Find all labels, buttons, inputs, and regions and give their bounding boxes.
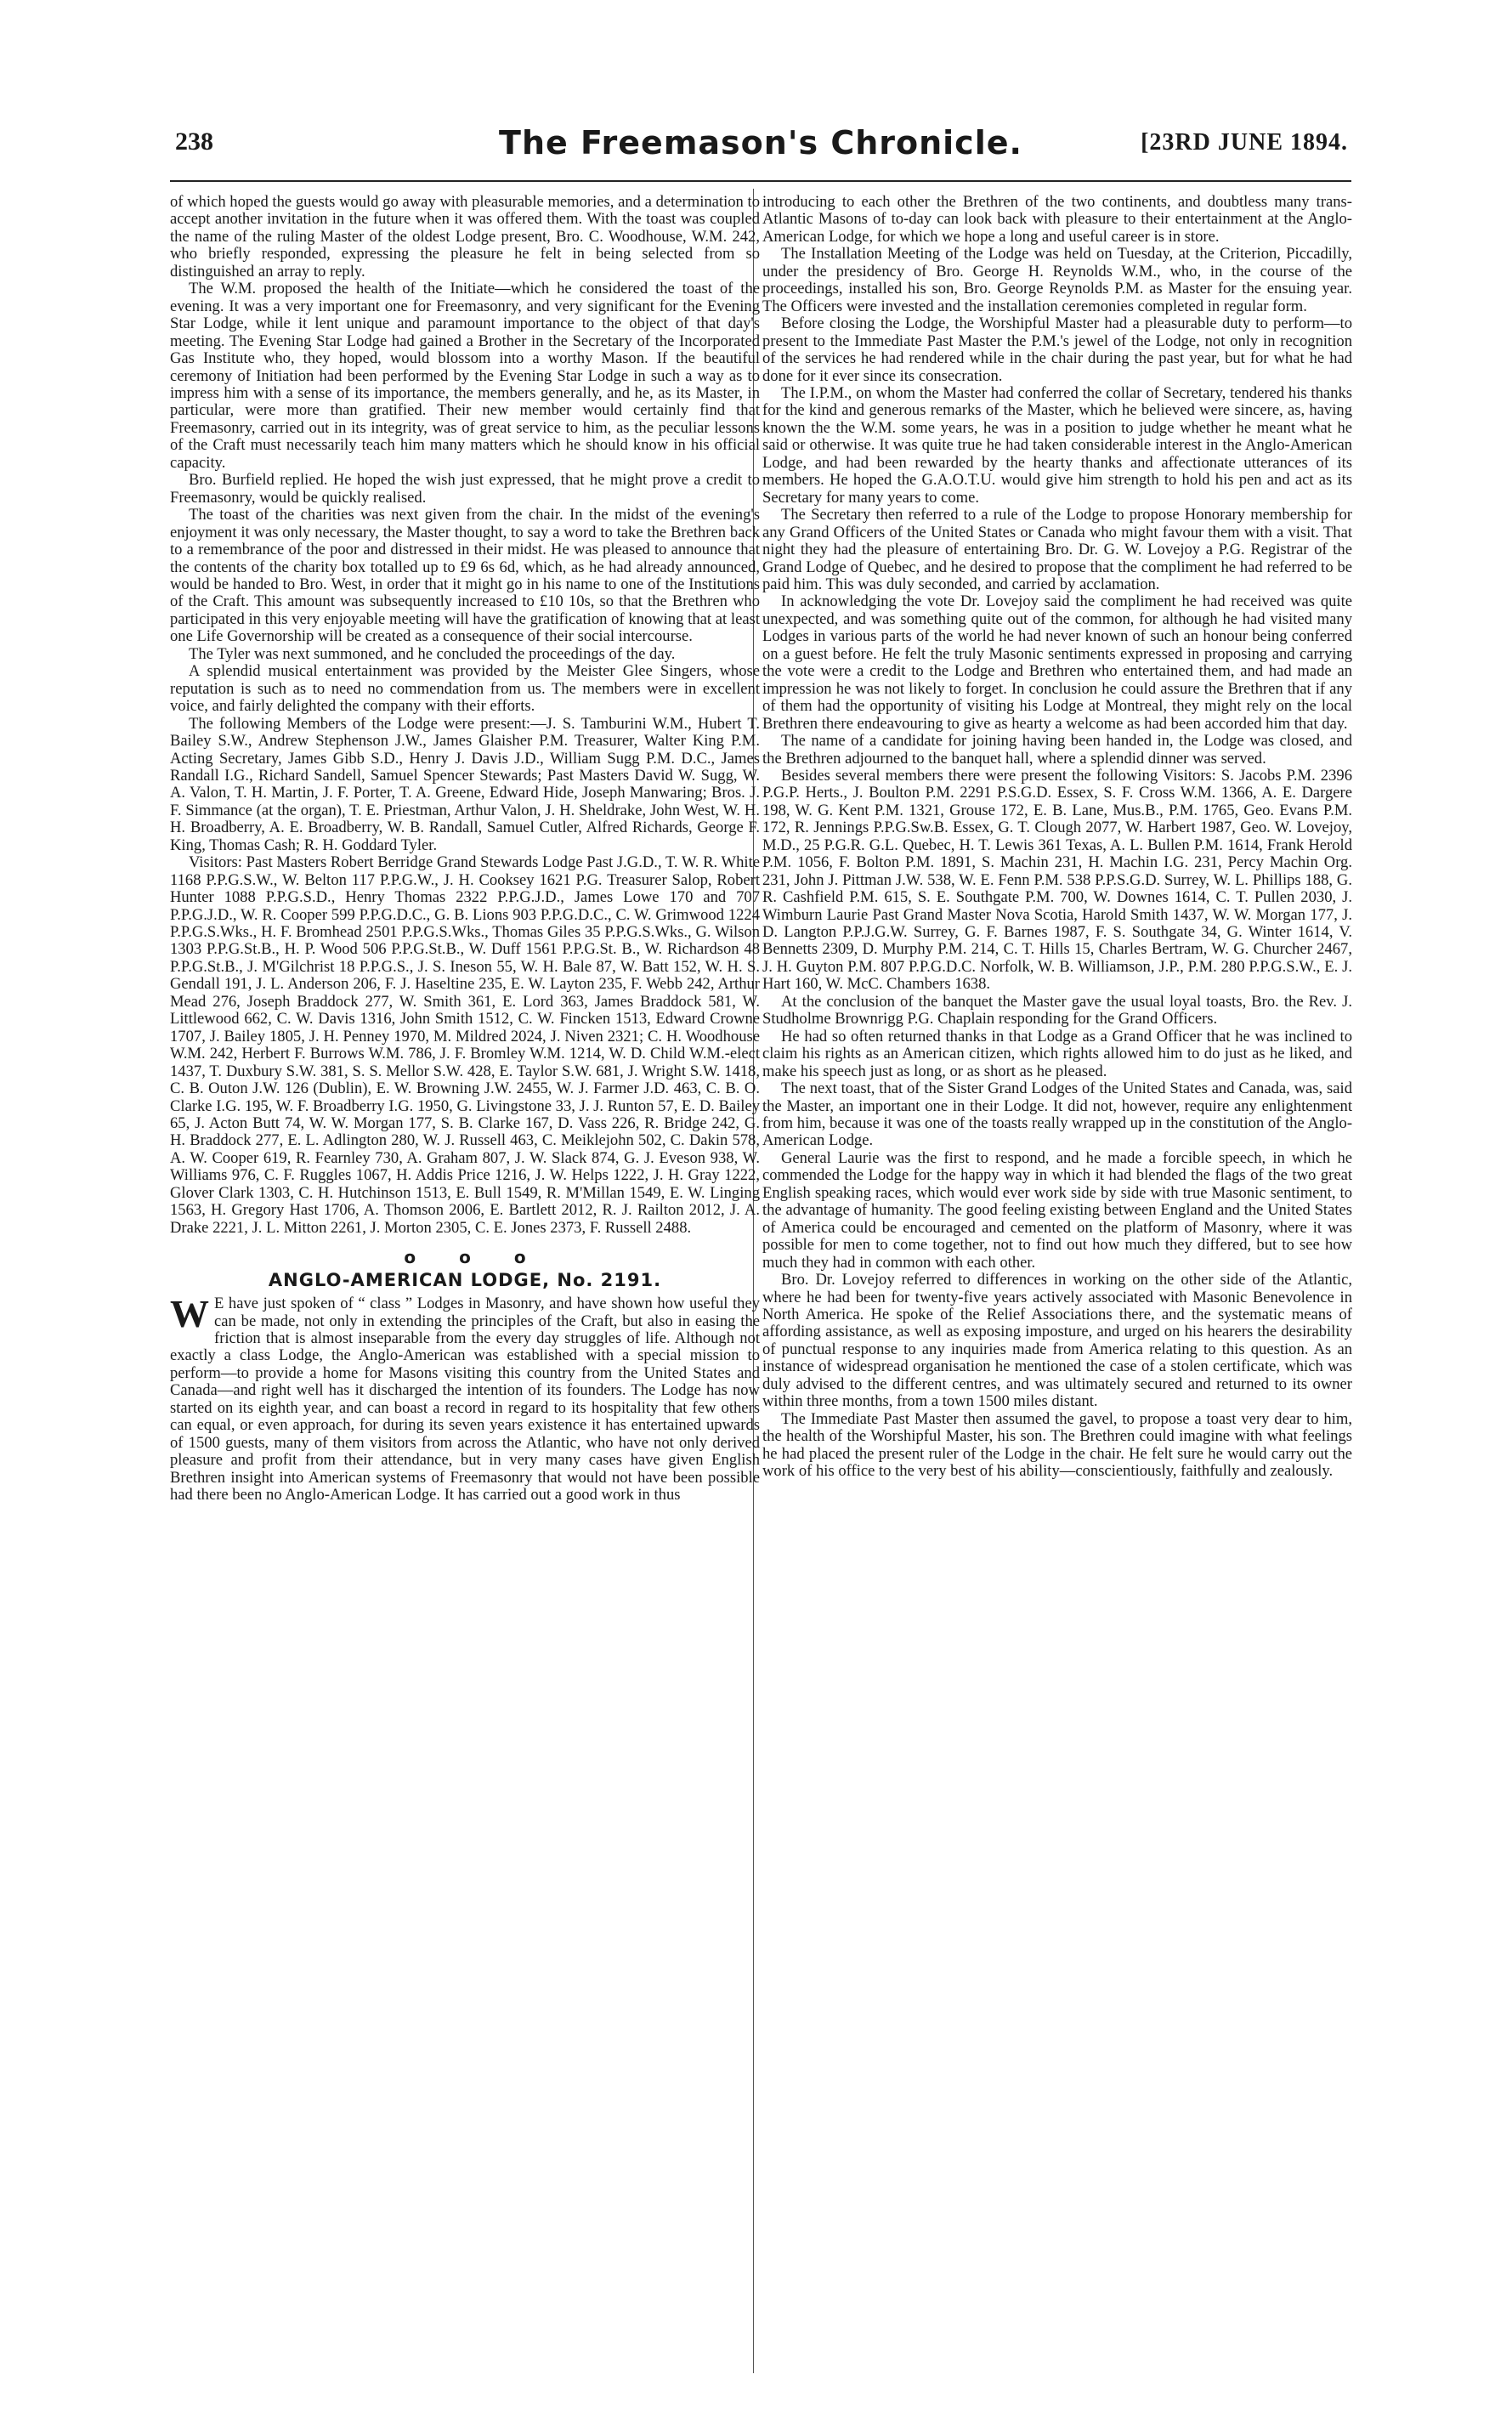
paragraph: The I.P.M., on whom the Master had conferred the collar of Secretary, tendered his thanks for the kind and generous remarks of the Master, which he believed were sincere, as, having known the the W.M. some years, he was in a position to judge whether he meant what he said or otherwise. It was quite true he had taken considerable interest in the Anglo-American Lodge, and had been rewarded by the hearty thanks and affectionate utterances of its members. He hoped the G.A.O.T.U. would give him strength to hold his pen and act as its Secretary for many years to come.: [762, 383, 1352, 507]
paragraph: Bro. Dr. Lovejoy referred to differences in working on the other side of the Atlantic, where he had been for twenty-five years actively associated with Masonic Benevolence in North America. He spoke of the Relief Associations there, and the systematic means of affording assistance, as well as exposing imposture, and urged on his hearers the desirability of punctual response to any inquiries made from America relating to this question. As an instance of widespread organisation he mentioned the case of a stolen certificate, which was duly advised to the different centres, and was ultimately secured and returned to its owner within three months, from a town 1500 miles distant.: [762, 1271, 1352, 1411]
paragraph: The following Members of the Lodge were present:—J. S. Tamburini W.M., Hubert T. Bailey S.W., Andrew Stephenson J.W., James Glaisher P.M. Treasurer, Walter King P.M. Acting Secretary, James Gibb S.D., Henry J. Davis J.D., William Sugg P.M. D.C., James Randall I.G., Richard Sandell, Samuel Spencer Stewards; Past Masters David W. Sugg, W. A. Valon, T. H. Martin, J. F. Porter, T. A. Greene, Edward Hide, Joseph Manwaring; Bros. J. F. Simmance (at the organ), T. E. Priestman, Arthur Valon, J. H. Sheldrake, John West, W. H. H. Broadberry, A. E. Broadberry, W. B. Randall, Samuel Cutler, Alfred Richards, George F. King, Thomas Cash; R. H. Goddard Tyler.: [170, 714, 760, 854]
header-rule: [170, 180, 1351, 182]
paragraph: In acknowledging the vote Dr. Lovejoy said the compliment he had received was quite unexpected, and was something quite out of the common, for although he had visited many Lodges in various parts of the world he had never known of such an honour being conferred on a guest before. He felt the truly Masonic sentiments expressed in proposing and carrying the vote were a credit to the Lodge and Brethren who entertained them, and had made an impression he was not likely to forget. In conclusion he could assure the Brethren that if any of them had the opportunity of visiting his Lodge at Montreal, they might rely on the local Brethren there endeavouring to give as hearty a welcome as had been accorded him that day.: [762, 592, 1352, 733]
masthead-title: The Freemason's Chronicle.: [499, 124, 1022, 162]
paragraph: introducing to each other the Brethren of the two continents, and doubtless many trans-Atlantic Masons of to-day can look back with pleasure to their entertainment at the Anglo-American Lodge, for which we hope a long and useful career is in store.: [762, 193, 1352, 246]
paragraph: General Laurie was the first to respond, and he made a forcible speech, in which he commended the Lodge for the happy way in which it had blended the flags of the two great English speaking races, which would ever work side by side with true Masonic sentiment, to the advantage of humanity. The good feeling existing between England and the United States of America could be encouraged and cemented on the platform of Masonry, where it was possible for men to come together, not to find out how much they differed, but to see how much they had in common with each other.: [762, 1148, 1352, 1272]
page-header: [170, 124, 1351, 177]
paragraph: The Tyler was next summoned, and he concluded the proceedings of the day.: [189, 644, 676, 663]
paragraph: At the conclusion of the banquet the Master gave the usual loyal toasts, Bro. the Rev. J. Studholme Brownrigg P.G. Chaplain responding for the Grand Officers.: [762, 992, 1352, 1028]
paragraph: The Secretary then referred to a rule of the Lodge to propose Honorary membership for any Grand Officers of the United States or Canada who might favour them with a visit. That night they had the pleasure of entertaining Bro. Dr. G. W. Lovejoy a P.G. Registrar of the Grand Lodge of Quebec, and he desired to propose that the compliment he had referred to be paid him. This was duly seconded, and carried by acclamation.: [762, 506, 1352, 593]
left-column: [170, 194, 760, 1504]
paragraph: The Immediate Past Master then assumed the gavel, to propose a toast very dear to him, the health of the Worshipful Master, his son. The Brethren could imagine with what feelings he had placed the present ruler of the Lodge in the chair. He felt sure he would carry out the work of his office to the very best of his ability—conscientiously, faithfully and zealously.: [762, 1409, 1352, 1481]
paragraph: The name of a candidate for joining having been handed in, the Lodge was closed, and the Brethren adjourned to the banquet hall, where a splendid dinner was served.: [762, 732, 1352, 768]
page-number: 238: [175, 128, 213, 156]
section-separator: o o o: [404, 1247, 545, 1268]
right-column: [762, 194, 1352, 1481]
paragraph: He had so often returned thanks in that Lodge as a Grand Officer that he was inclined to claim his rights as an American citizen, which rights allowed him to do just as he liked, and make his speech just as long, or as short as he pleased.: [762, 1027, 1352, 1080]
issue-date: [23RD JUNE 1894.: [1141, 129, 1348, 156]
section-heading: ANGLO-AMERICAN LODGE, No. 2191.: [268, 1269, 662, 1290]
lead-text: E have just spoken of “ class ” Lodges in Masonry, and have shown how useful they can be made, not only in extending the principles of the Craft, but also in easing the friction that is almost inseparable from the every day struggles of life. Although not exactly a class Lodge, the Anglo-American was established with a special mission to perform—to provide a home for Masons visiting this country from the United States and Canada—and right well has it discharged the intention of its founders. The Lodge has now started on its eighth year, and can boast a record in regard to its hospitality that few others can equal, or even approach, for during its seven years existence it has entertained upwards of 1500 guests, many of them visitors from across the Atlantic, who have not only derived pleasure and profit from their attendance, but in very many cases have given English Brethren insight into American systems of Freemasonry that would not have been possible had there been no Anglo-American Lodge. It has carried out a good work in thus: [170, 1295, 760, 1504]
paragraph: Visitors: Past Masters Robert Berridge Grand Stewards Lodge Past J.G.D., T. W. R. White 1168 P.P.G.S.W., W. Belton 117 P.P.G.W., J. H. Cooksey 1621 P.G. Treasurer Salop, Robert Hunter 1088 P.P.G.S.D., Henry Thomas 2322 P.P.G.J.D., James Lowe 170 and 707 P.P.G.J.D., W. R. Cooper 599 P.P.G.D.C., G. B. Lions 903 P.P.G.D.C., C. W. Grimwood 1224 P.P.G.S.Wks., H. F. Bromhead 2501 P.P.G.S.Wks., Thomas Giles 35 P.P.G.S.Wks., G. Wilson 1303 P.P.G.St.B., H. P. Wood 506 P.P.G.St.B., W. Duff 1561 P.P.G.St. B., W. Richardson 48 P.P.G.St.B., J. M'Gilchrist 18 P.P.G.S., J. S. Ineson 55, W. H. Bale 87, W. Batt 152, W. H. S. Gendall 191, J. L. Anderson 206, F. J. Haseltine 235, E. W. Layton 235, F. Webb 242, Arthur Mead 276, Joseph Braddock 277, W. Smith 361, E. Lord 363, James Braddock 581, W. Littlewood 662, C. W. Davis 1316, John Smith 1512, C. W. Fincken 1513, Edward Crowne 1707, J. Bailey 1805, J. H. Penney 1970, M. Mildred 2024, J. Niven 2321; C. H. Woodhouse W.M. 242, Herbert F. Burrows W.M. 786, J. F. Bromley W.M. 1214, W. D. Child W.M.-elect 1437, T. Duxbury S.W. 381, S. S. Mellor S.W. 428, E. Taylor S.W. 681, J. Wright S.W. 1418, C. B. Outon J.W. 126 (Dublin), E. W. Browning J.W. 2455, W. J. Farmer J.D. 463, C. B. O. Clarke I.G. 195, W. F. Broadberry I.G. 1950, G. Livingstone 33, J. J. Runton 57, E. D. Bailey 65, J. Acton Butt 74, W. W. Morgan 177, S. B. Clarke 167, D. Vass 226, R. Bridge 242, G. H. Braddock 277, E. L. Adlington 280, W. J. Russell 463, C. Meiklejohn 502, C. Dakin 578, A. W. Cooper 619, R. Fearnley 730, A. Graham 807, J. W. Slack 874, G. J. Eveson 938, W. Williams 976, C. F. Ruggles 1067, H. Addis Price 1216, J. W. Helps 1222, J. H. Gray 1222, Glover Clark 1303, C. H. Hutchinson 1513, E. Bull 1549, R. M'Millan 1549, E. W. Linging 1563, H. Gregory Hast 1706, A. Thomson 2006, E. Bartlett 2012, R. J. Railton 2012, J. A. Drake 2221, J. L. Mitton 2261, J. Morton 2305, C. E. Jones 2373, F. Russell 2488.: [170, 853, 760, 1237]
paragraph: The next toast, that of the Sister Grand Lodges of the United States and Canada, was, said the Master, an important one in their Lodge. It did not, however, require any enlightenment from him, because it was one of the toasts really wrapped up in the constitution of the Anglo-American Lodge.: [762, 1080, 1353, 1150]
paragraph: Bro. Burfield replied. He hoped the wish just expressed, that he might prove a credit to Freemasonry, would be quickly realised.: [170, 471, 760, 507]
paragraph: of which hoped the guests would go away with pleasurable memories, and a determination to accept another invitation in the future when it was offered them. With the toast was coupled the name of the ruling Master of the oldest Lodge present, Bro. C. Woodhouse, W.M. 242, who briefly responded, expressing the pleasure he felt in being selected from so distinguished an array to reply.: [170, 193, 760, 280]
paragraph: Before closing the Lodge, the Worshipful Master had a pleasurable duty to perform—to present to the Immediate Past Master the P.M.'s jewel of the Lodge, not only in recognition of the services he had rendered while in the chair during the past year, but for what he had done for it ever since its consecration.: [762, 314, 1352, 385]
paragraph: A splendid musical entertainment was provided by the Meister Glee Singers, whose reputation is such as to need no commendation from us. The members were in excellent voice, and fairly delighted the company with their efforts.: [170, 662, 760, 716]
paragraph: The W.M. proposed the health of the Initiate—which he considered the toast of the evening. It was a very important one for Freemasonry, and very significant for the Evening Star Lodge, while it lent unique and paramount importance to the object of that day's meeting. The Evening Star Lodge had gained a Brother in the Secretary of the Incorporated Gas Institute who, they hoped, would blossom into a worthy Mason. If the beautiful ceremony of Initiation had been performed by the Evening Star Lodge in such a way as to impress him with a sense of its importance, the members generally, and he, as its Master, in particular, were more than gratified. Their new member would certainly find that Freemasonry, carried out in its integrity, was of great service to him, as the peculiar lessons of the Craft must necessarily teach him many matters which he should know in his official capacity.: [170, 280, 760, 472]
paragraph: Besides several members there were present the following Visitors: S. Jacobs P.M. 2396 P.G.P. Herts., J. Boulton P.M. 2291 P.S.G.D. Essex, S. F. Cross W.M. 1366, A. E. Dargere 198, W. G. Kent P.M. 1321, Grouse 172, E. B. Lane, Mus.B., P.M. 1765, Geo. Evans P.M. 172, R. Jennings P.P.G.Sw.B. Essex, G. T. Clough 2077, W. Harbert 1987, Geo. W. Lovejoy, M.D., 25 P.G.R. G.L. Quebec, H. T. Lewis 361 Texas, A. L. Bullen P.M. 1614, Frank Herold P.M. 1056, F. Bolton P.M. 1891, S. Machin 231, H. Machin I.G. 231, Percy Machin Org. 231, John J. Pittman J.W. 538, W. E. Fenn P.M. 538 P.P.S.G.D. Surrey, W. L. Phillips 188, G. R. Cashfield P.M. 615, S. E. Southgate P.M. 700, W. Downes 1614, C. T. Pullen 2030, J. Wimburn Laurie Past Grand Master Nova Scotia, Harold Smith 1437, W. W. Morgan 177, J. D. Langton P.P.J.G.W. Surrey, G. F. Barnes 1987, F. S. Southgate 34, G. Winter 1614, V. Bennetts 2309, D. Murphy P.M. 214, C. T. Hills 15, Charles Bertram, W. G. Churcher 2467, J. H. Guyton P.M. 807 P.P.G.D.C. Norfolk, W. B. Williamson, J.P., P.M. 280 P.P.G.S.W., E. J. Hart 160, W. McC. Chambers 1638.: [762, 766, 1352, 994]
section-lead-paragraph: [170, 1292, 760, 1504]
drop-cap: W: [170, 1292, 209, 1336]
paragraph: The Installation Meeting of the Lodge was held on Tuesday, at the Criterion, Piccadilly, under the presidency of Bro. George H. Reynolds W.M., who, in the course of the proceedings, installed his son, Bro. George Reynolds P.M. as Master for the ensuing year. The Officers were invested and the installation ceremonies completed in regular form.: [762, 245, 1352, 315]
paragraph: The toast of the charities was next given from the chair. In the midst of the evening's enjoyment it was only necessary, the Master thought, to say a word to take the Brethren back to a remembrance of the poor and distressed in their midst. He was pleased to announce that the contents of the charity box totalled up to £9 6s 6d, which, as he had already announced, would be handed to Bro. West, in order that it might go in his name to one of the Institutions of the Craft. This amount was subsequently increased to £10 10s, so that the Brethren who participated in this very enjoyable meeting will have the gratification of knowing that at least one Life Governorship will be created as a consequence of their social intercourse.: [170, 506, 760, 646]
